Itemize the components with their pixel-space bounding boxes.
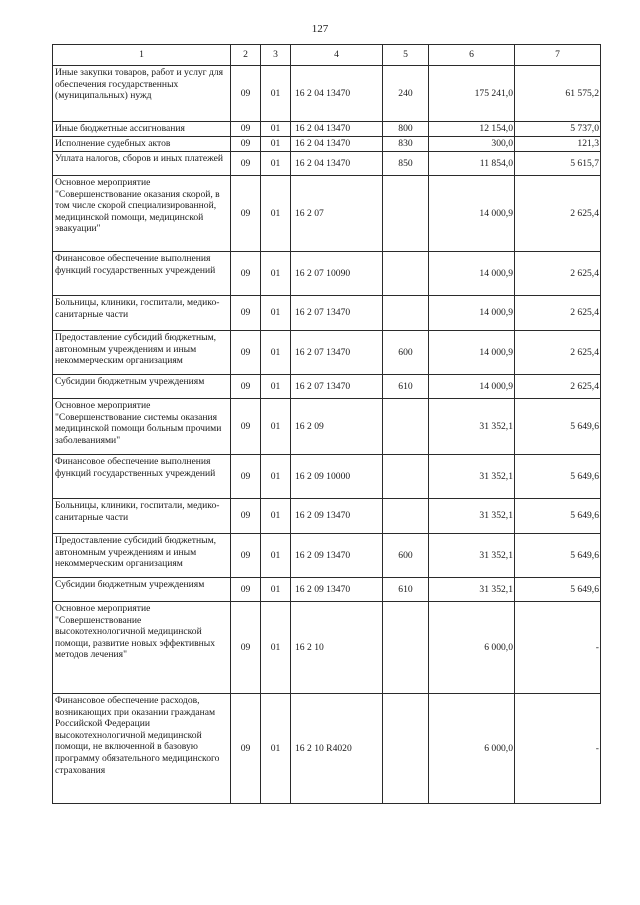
table-row bbox=[53, 137, 601, 152]
table-row bbox=[53, 296, 601, 331]
subsection-code: 01 bbox=[261, 694, 291, 804]
column-header: 1 bbox=[53, 45, 231, 66]
target-article-code: 16 2 04 13470 bbox=[291, 152, 383, 176]
amount-actual: 2 625,4 bbox=[515, 375, 601, 399]
row-name: Финансовое обеспечение выполнения функций государственных учреждений bbox=[53, 252, 231, 296]
amount-plan: 14 000,9 bbox=[429, 331, 515, 375]
amount-actual: 5 649,6 bbox=[515, 399, 601, 455]
amount-actual: 5 615,7 bbox=[515, 152, 601, 176]
expense-type-code bbox=[383, 296, 429, 331]
expense-type-code bbox=[383, 455, 429, 499]
row-name: Основное мероприятие "Совершенствование системы оказания медицинской помощи больным прочими заболеваниями" bbox=[53, 399, 231, 455]
amount-plan: 31 352,1 bbox=[429, 534, 515, 578]
amount-plan: 31 352,1 bbox=[429, 399, 515, 455]
amount-actual: 5 649,6 bbox=[515, 455, 601, 499]
row-name: Основное мероприятие "Совершенствование высокотехнологичной медицинской помощи, развитие новых эффективных методов лечения" bbox=[53, 602, 231, 694]
subsection-code: 01 bbox=[261, 66, 291, 122]
section-code: 09 bbox=[231, 499, 261, 534]
amount-actual: 121,3 bbox=[515, 137, 601, 152]
section-code: 09 bbox=[231, 455, 261, 499]
column-header: 3 bbox=[261, 45, 291, 66]
subsection-code: 01 bbox=[261, 399, 291, 455]
section-code: 09 bbox=[231, 578, 261, 602]
subsection-code: 01 bbox=[261, 499, 291, 534]
table-row bbox=[53, 331, 601, 375]
table-header-row bbox=[53, 45, 601, 66]
table-row bbox=[53, 578, 601, 602]
amount-plan: 11 854,0 bbox=[429, 152, 515, 176]
expense-type-code bbox=[383, 694, 429, 804]
budget-table bbox=[52, 44, 601, 804]
page-number: 127 bbox=[311, 23, 329, 35]
section-code: 09 bbox=[231, 137, 261, 152]
expense-type-code: 850 bbox=[383, 152, 429, 176]
section-code: 09 bbox=[231, 66, 261, 122]
target-article-code: 16 2 07 13470 bbox=[291, 331, 383, 375]
row-name: Уплата налогов, сборов и иных платежей bbox=[53, 152, 231, 176]
amount-plan: 6 000,0 bbox=[429, 694, 515, 804]
expense-type-code bbox=[383, 602, 429, 694]
column-header: 7 bbox=[515, 45, 601, 66]
table-row bbox=[53, 602, 601, 694]
row-name: Основное мероприятие "Совершенствование оказания скорой, в том числе скорой специализированной, медицинской помощи, медицинской эвакуации" bbox=[53, 176, 231, 252]
section-code: 09 bbox=[231, 331, 261, 375]
subsection-code: 01 bbox=[261, 296, 291, 331]
section-code: 09 bbox=[231, 296, 261, 331]
section-code: 09 bbox=[231, 399, 261, 455]
subsection-code: 01 bbox=[261, 122, 291, 137]
amount-plan: 14 000,9 bbox=[429, 176, 515, 252]
subsection-code: 01 bbox=[261, 602, 291, 694]
column-header: 2 bbox=[231, 45, 261, 66]
amount-plan: 6 000,0 bbox=[429, 602, 515, 694]
table-row bbox=[53, 399, 601, 455]
expense-type-code bbox=[383, 499, 429, 534]
row-name: Больницы, клиники, госпитали, медико-санитарные части bbox=[53, 296, 231, 331]
amount-actual: 5 649,6 bbox=[515, 578, 601, 602]
table-row bbox=[53, 176, 601, 252]
expense-type-code: 800 bbox=[383, 122, 429, 137]
row-name: Иные закупки товаров, работ и услуг для обеспечения государственных (муниципальных) нужд bbox=[53, 66, 231, 122]
amount-plan: 31 352,1 bbox=[429, 578, 515, 602]
subsection-code: 01 bbox=[261, 152, 291, 176]
amount-actual: 5 737,0 bbox=[515, 122, 601, 137]
expense-type-code bbox=[383, 252, 429, 296]
target-article-code: 16 2 04 13470 bbox=[291, 66, 383, 122]
table-row bbox=[53, 152, 601, 176]
amount-actual: - bbox=[515, 694, 601, 804]
subsection-code: 01 bbox=[261, 331, 291, 375]
target-article-code: 16 2 09 bbox=[291, 399, 383, 455]
amount-plan: 175 241,0 bbox=[429, 66, 515, 122]
target-article-code: 16 2 10 R4020 bbox=[291, 694, 383, 804]
table-row bbox=[53, 375, 601, 399]
subsection-code: 01 bbox=[261, 455, 291, 499]
section-code: 09 bbox=[231, 602, 261, 694]
table-row bbox=[53, 694, 601, 804]
amount-plan: 31 352,1 bbox=[429, 455, 515, 499]
section-code: 09 bbox=[231, 534, 261, 578]
amount-actual: 2 625,4 bbox=[515, 252, 601, 296]
target-article-code: 16 2 07 10090 bbox=[291, 252, 383, 296]
row-name: Субсидии бюджетным учреждениям bbox=[53, 375, 231, 399]
subsection-code: 01 bbox=[261, 137, 291, 152]
target-article-code: 16 2 09 13470 bbox=[291, 534, 383, 578]
expense-type-code: 610 bbox=[383, 375, 429, 399]
expense-type-code: 240 bbox=[383, 66, 429, 122]
column-header: 5 bbox=[383, 45, 429, 66]
table-row bbox=[53, 534, 601, 578]
row-name: Финансовое обеспечение расходов, возникающих при оказании гражданам Российской Федерации высокотехнологичной медицинской помощи, не включенной в базовую программу обязательного медицинского страхования bbox=[53, 694, 231, 804]
expense-type-code bbox=[383, 176, 429, 252]
expense-type-code: 600 bbox=[383, 331, 429, 375]
section-code: 09 bbox=[231, 122, 261, 137]
target-article-code: 16 2 07 13470 bbox=[291, 296, 383, 331]
target-article-code: 16 2 04 13470 bbox=[291, 122, 383, 137]
target-article-code: 16 2 07 bbox=[291, 176, 383, 252]
amount-actual: 2 625,4 bbox=[515, 331, 601, 375]
expense-type-code: 830 bbox=[383, 137, 429, 152]
section-code: 09 bbox=[231, 694, 261, 804]
row-name: Субсидии бюджетным учреждениям bbox=[53, 578, 231, 602]
amount-actual: 5 649,6 bbox=[515, 499, 601, 534]
table-row bbox=[53, 252, 601, 296]
table-row bbox=[53, 455, 601, 499]
row-name: Иные бюджетные ассигнования bbox=[53, 122, 231, 137]
section-code: 09 bbox=[231, 252, 261, 296]
subsection-code: 01 bbox=[261, 176, 291, 252]
column-header: 4 bbox=[291, 45, 383, 66]
table-row bbox=[53, 122, 601, 137]
subsection-code: 01 bbox=[261, 578, 291, 602]
amount-plan: 14 000,9 bbox=[429, 296, 515, 331]
target-article-code: 16 2 09 13470 bbox=[291, 499, 383, 534]
row-name: Предоставление субсидий бюджетным, автономным учреждениям и иным некоммерческим организациям bbox=[53, 331, 231, 375]
target-article-code: 16 2 10 bbox=[291, 602, 383, 694]
subsection-code: 01 bbox=[261, 252, 291, 296]
amount-plan: 14 000,9 bbox=[429, 375, 515, 399]
column-header: 6 bbox=[429, 45, 515, 66]
amount-plan: 300,0 bbox=[429, 137, 515, 152]
target-article-code: 16 2 04 13470 bbox=[291, 137, 383, 152]
row-name: Финансовое обеспечение выполнения функций государственных учреждений bbox=[53, 455, 231, 499]
amount-actual: 2 625,4 bbox=[515, 296, 601, 331]
expense-type-code bbox=[383, 399, 429, 455]
target-article-code: 16 2 09 10000 bbox=[291, 455, 383, 499]
amount-actual: 61 575,2 bbox=[515, 66, 601, 122]
target-article-code: 16 2 07 13470 bbox=[291, 375, 383, 399]
amount-actual: 5 649,6 bbox=[515, 534, 601, 578]
amount-plan: 12 154,0 bbox=[429, 122, 515, 137]
table-row bbox=[53, 499, 601, 534]
amount-plan: 14 000,9 bbox=[429, 252, 515, 296]
row-name: Больницы, клиники, госпитали, медико-санитарные части bbox=[53, 499, 231, 534]
amount-plan: 31 352,1 bbox=[429, 499, 515, 534]
amount-actual: - bbox=[515, 602, 601, 694]
target-article-code: 16 2 09 13470 bbox=[291, 578, 383, 602]
row-name: Предоставление субсидий бюджетным, автономным учреждениям и иным некоммерческим организациям bbox=[53, 534, 231, 578]
subsection-code: 01 bbox=[261, 375, 291, 399]
section-code: 09 bbox=[231, 152, 261, 176]
row-name: Исполнение судебных актов bbox=[53, 137, 231, 152]
table-row bbox=[53, 66, 601, 122]
section-code: 09 bbox=[231, 176, 261, 252]
amount-actual: 2 625,4 bbox=[515, 176, 601, 252]
expense-type-code: 610 bbox=[383, 578, 429, 602]
section-code: 09 bbox=[231, 375, 261, 399]
expense-type-code: 600 bbox=[383, 534, 429, 578]
subsection-code: 01 bbox=[261, 534, 291, 578]
